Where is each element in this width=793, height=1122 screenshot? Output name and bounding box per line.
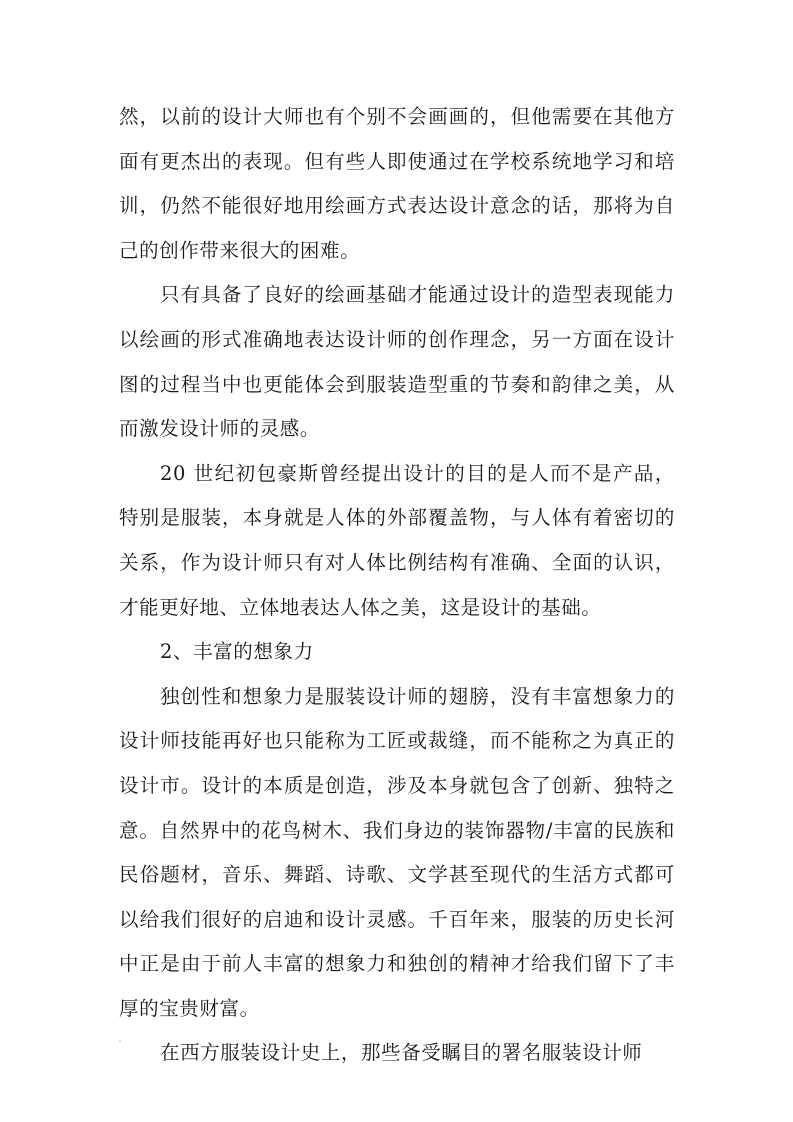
document-body [119, 95, 675, 1076]
section-heading-imagination: 2、丰富的想象力 [160, 640, 314, 664]
paragraph-drawing-foundation: 只有具备了良好的绘画基础才能通过设计的造型表现能力以绘画的形式准确地表达设计师的创作理念，另一方面在设计图的过程当中也更能体会到服装造型重的节奏和韵律之美，从而激发设计师的灵感。 [119, 283, 675, 441]
paragraph-imagination: 独创性和想象力是服装设计师的翅膀，没有丰富想象力的设计师技能再好也只能称为工匠或裁缝，而不能称之为真正的设计市。设计的本质是创造，涉及本身就包含了创新、独特之意。自然界中的花鸟树木、我们身边的装饰器物/丰富的民族和民俗题材，音乐、舞蹈、诗歌、文学甚至现代的生活方式都可以给我们很好的启迪和设计灵感。千百年来，服装的历史长河中正是由于前人丰富的想象力和独创的精神才给我们留下了丰厚的宝贵财富。 [119, 684, 675, 1020]
paragraph-continuation: 然，以前的设计大师也有个别不会画画的，但他需要在其他方面有更杰出的表现。但有些人即使通过在学校系统地学习和培训，仍然不能很好地用绘画方式表达设计意念的话，那将为自己的创作带来很大的困难。 [119, 105, 675, 262]
page-corner-mark [119, 1040, 121, 1042]
paragraph-bauhaus: 20 世纪初包豪斯曾经提出设计的目的是人而不是产品，特别是服装，本身就是人体的外部覆盖物，与人体有着密切的关系，作为设计师只有对人体比例结构有准确、全面的认识，才能更好地、立体地表达人体之美，这是设计的基础。 [119, 461, 675, 619]
paragraph-western-history: 在西方服装设计史上，那些备受瞩目的署名服装设计师 [160, 1041, 643, 1065]
